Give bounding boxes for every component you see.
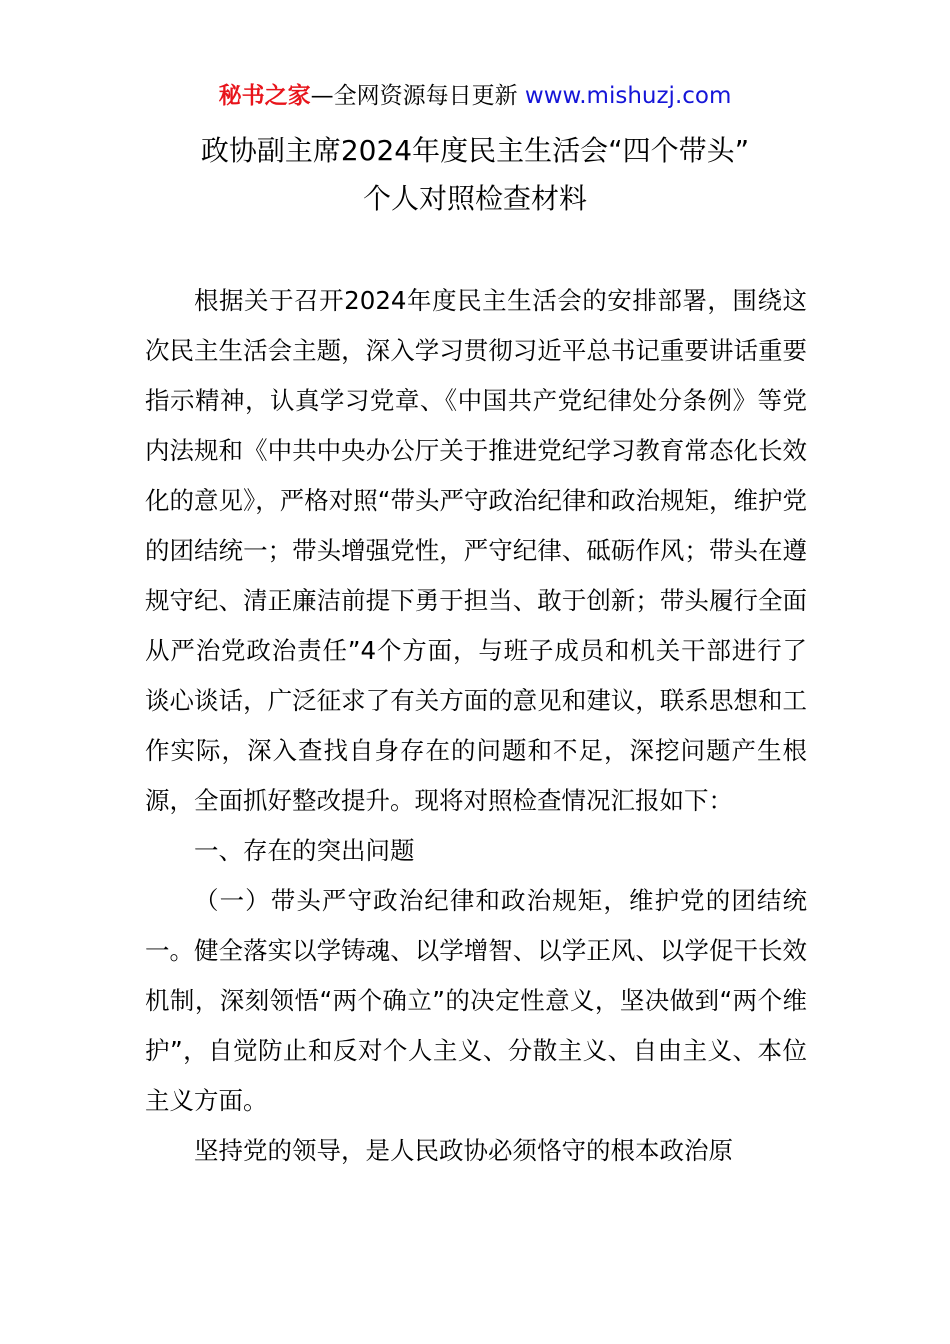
intro-paragraph: 根据关于召开2024年度民主生活会的安排部署，围绕这次民主生活会主题，深入学习贯彻习近平总书记重要讲话重要指示精神，认真学习党章、《中国共产党纪律处分条例》等党内法规和《中共中央办公厅关于推进党纪学习教育常态化长效化的意见》，严格对照“带头严守政治纪律和政治规矩，维护党的团结统一；带头增强党性，严守纪律、砥砺作风；带头在遵规守纪、清正廉洁前提下勇于担当、敢于创新；带头履行全面从严治党政治责任”4个方面，与班子成员和机关干部进行了谈心谈话，广泛征求了有关方面的意见和建议，联系思想和工作实际，深入查找自身存在的问题和不足，深挖问题产生根源，全面抓好整改提升。现将对照检查情况汇报如下：	[145, 286, 807, 815]
document-body	[145, 276, 807, 1176]
site-header	[0, 80, 950, 112]
body-paragraph: 坚持党的领导，是人民政协必须恪守的根本政治原	[194, 1136, 733, 1165]
site-url-link[interactable]: www.mishuzj.com	[524, 83, 732, 109]
brand-name: 秘书之家	[218, 83, 311, 109]
document-title-line-2: 个人对照检查材料	[362, 182, 587, 215]
subsection-paragraph: （一）带头严守政治纪律和政治规矩，维护党的团结统一。健全落实以学铸魂、以学增智、以学正风、以学促干长效机制，深刻领悟“两个确立”的决定性意义，坚决做到“两个维护”，自觉防止和反对个人主义、分散主义、自由主义、本位主义方面。	[145, 886, 807, 1115]
document-title-line-1: 政协副主席2024年度民主生活会“四个带头”	[200, 134, 750, 167]
section-heading: 一、存在的突出问题	[194, 836, 415, 865]
header-tagline: —全网资源每日更新	[310, 83, 525, 109]
